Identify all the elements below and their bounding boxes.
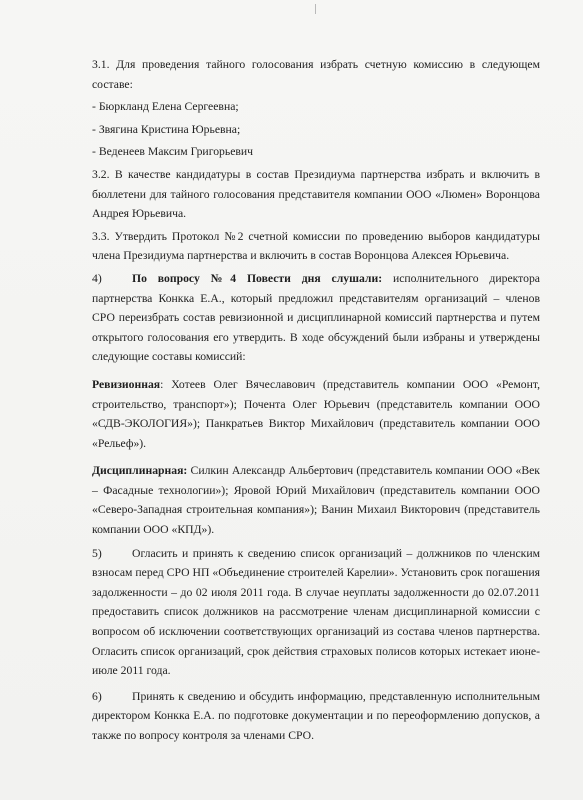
paragraph-4 xyxy=(92,269,540,367)
counting-commission-member-2: - Звягина Кристина Юрьевна; xyxy=(92,122,241,136)
disciplinary-label: Дисциплинарная: xyxy=(92,464,188,478)
paragraph-3-2: 3.2. В качестве кандидатуры в состав Президиума партнерства избрать и включить в бюллетени для тайного голосования представителя компании ООО «Люмен» Воронцова Андрея Юрьевича. xyxy=(92,167,540,221)
scan-mark xyxy=(315,4,316,14)
item-number: 4) xyxy=(92,271,102,285)
document-content xyxy=(92,55,540,748)
counting-commission-member-1: - Бюркланд Елена Сергеевна; xyxy=(92,100,239,114)
revision-text: : Хотеев Олег Вячеславович (представитель компании ООО «Ремонт, строительство, транспорт»); Почента Олег Юрьевич (представитель компании ООО «СДВ-ЭКОЛОГИЯ»); Панкратьев Виктор Михайлович (представитель компании ООО «Рельеф»). xyxy=(92,377,540,450)
disciplinary-commission xyxy=(92,461,540,539)
revision-commission xyxy=(92,375,540,453)
agenda-text: исполнительного директора партнерства Конкка Е.А., который предложил представителям организаций – членов СРО переизбрать состав ревизионной и дисциплинарной комиссий партнерства и путем открытого голосования его утвердить. В ходе обсуждений были избраны и утверждены следующие составы комиссий: xyxy=(92,271,540,364)
counting-commission-member-3: - Веденеев Максим Григорьевич xyxy=(92,145,254,159)
disciplinary-text: Силкин Александр Альбертович (представитель компании ООО «Век – Фасадные технологии»); Яровой Юрий Михайлович (представитель компании ООО «Северо-Западная строительная компания»); Ванин Михаил Викторович (представитель компании ООО «КПД»). xyxy=(92,464,540,537)
item-number: 6) xyxy=(92,689,102,703)
revision-label: Ревизионная xyxy=(92,377,161,391)
item-number: 5) xyxy=(92,546,102,560)
item-text: Огласить и принять к сведению список организаций – должников по членским взносам перед СРО НП «Объединение строителей Карелии». Установить срок погашения задолженности – до 02 июля 2011 года. В случае неуплаты задолженности до 02.07.2011 предоставить список должников на рассмотрение членам дисциплинарной комиссии с вопросом об исключении соответствующих организаций из состава членов партнерства. Огласить список организаций, срок действия страховых полисов которых истекает июне-июле 2011 года. xyxy=(92,546,540,678)
paragraph-3-1: 3.1. Для проведения тайного голосования избрать счетную комиссию в следующем составе: xyxy=(92,58,540,91)
item-text: Принять к сведению и обсудить информацию, представленную исполнительным директором Конкка Е.А. по подготовке документации и по переоформлению допусков, а также по вопросу контроля за членами СРО. xyxy=(92,689,540,742)
paragraph-5 xyxy=(92,544,540,681)
paragraph-6 xyxy=(92,687,540,746)
agenda-heading: По вопросу №4 Повести дня слушали: xyxy=(132,271,383,285)
paragraph-3-3: 3.3. Утвердить Протокол №2 счетной комиссии по проведению выборов кандидатуры члена Президиума партнерства и включить в состав Воронцова Алексея Юрьевича. xyxy=(92,229,540,263)
